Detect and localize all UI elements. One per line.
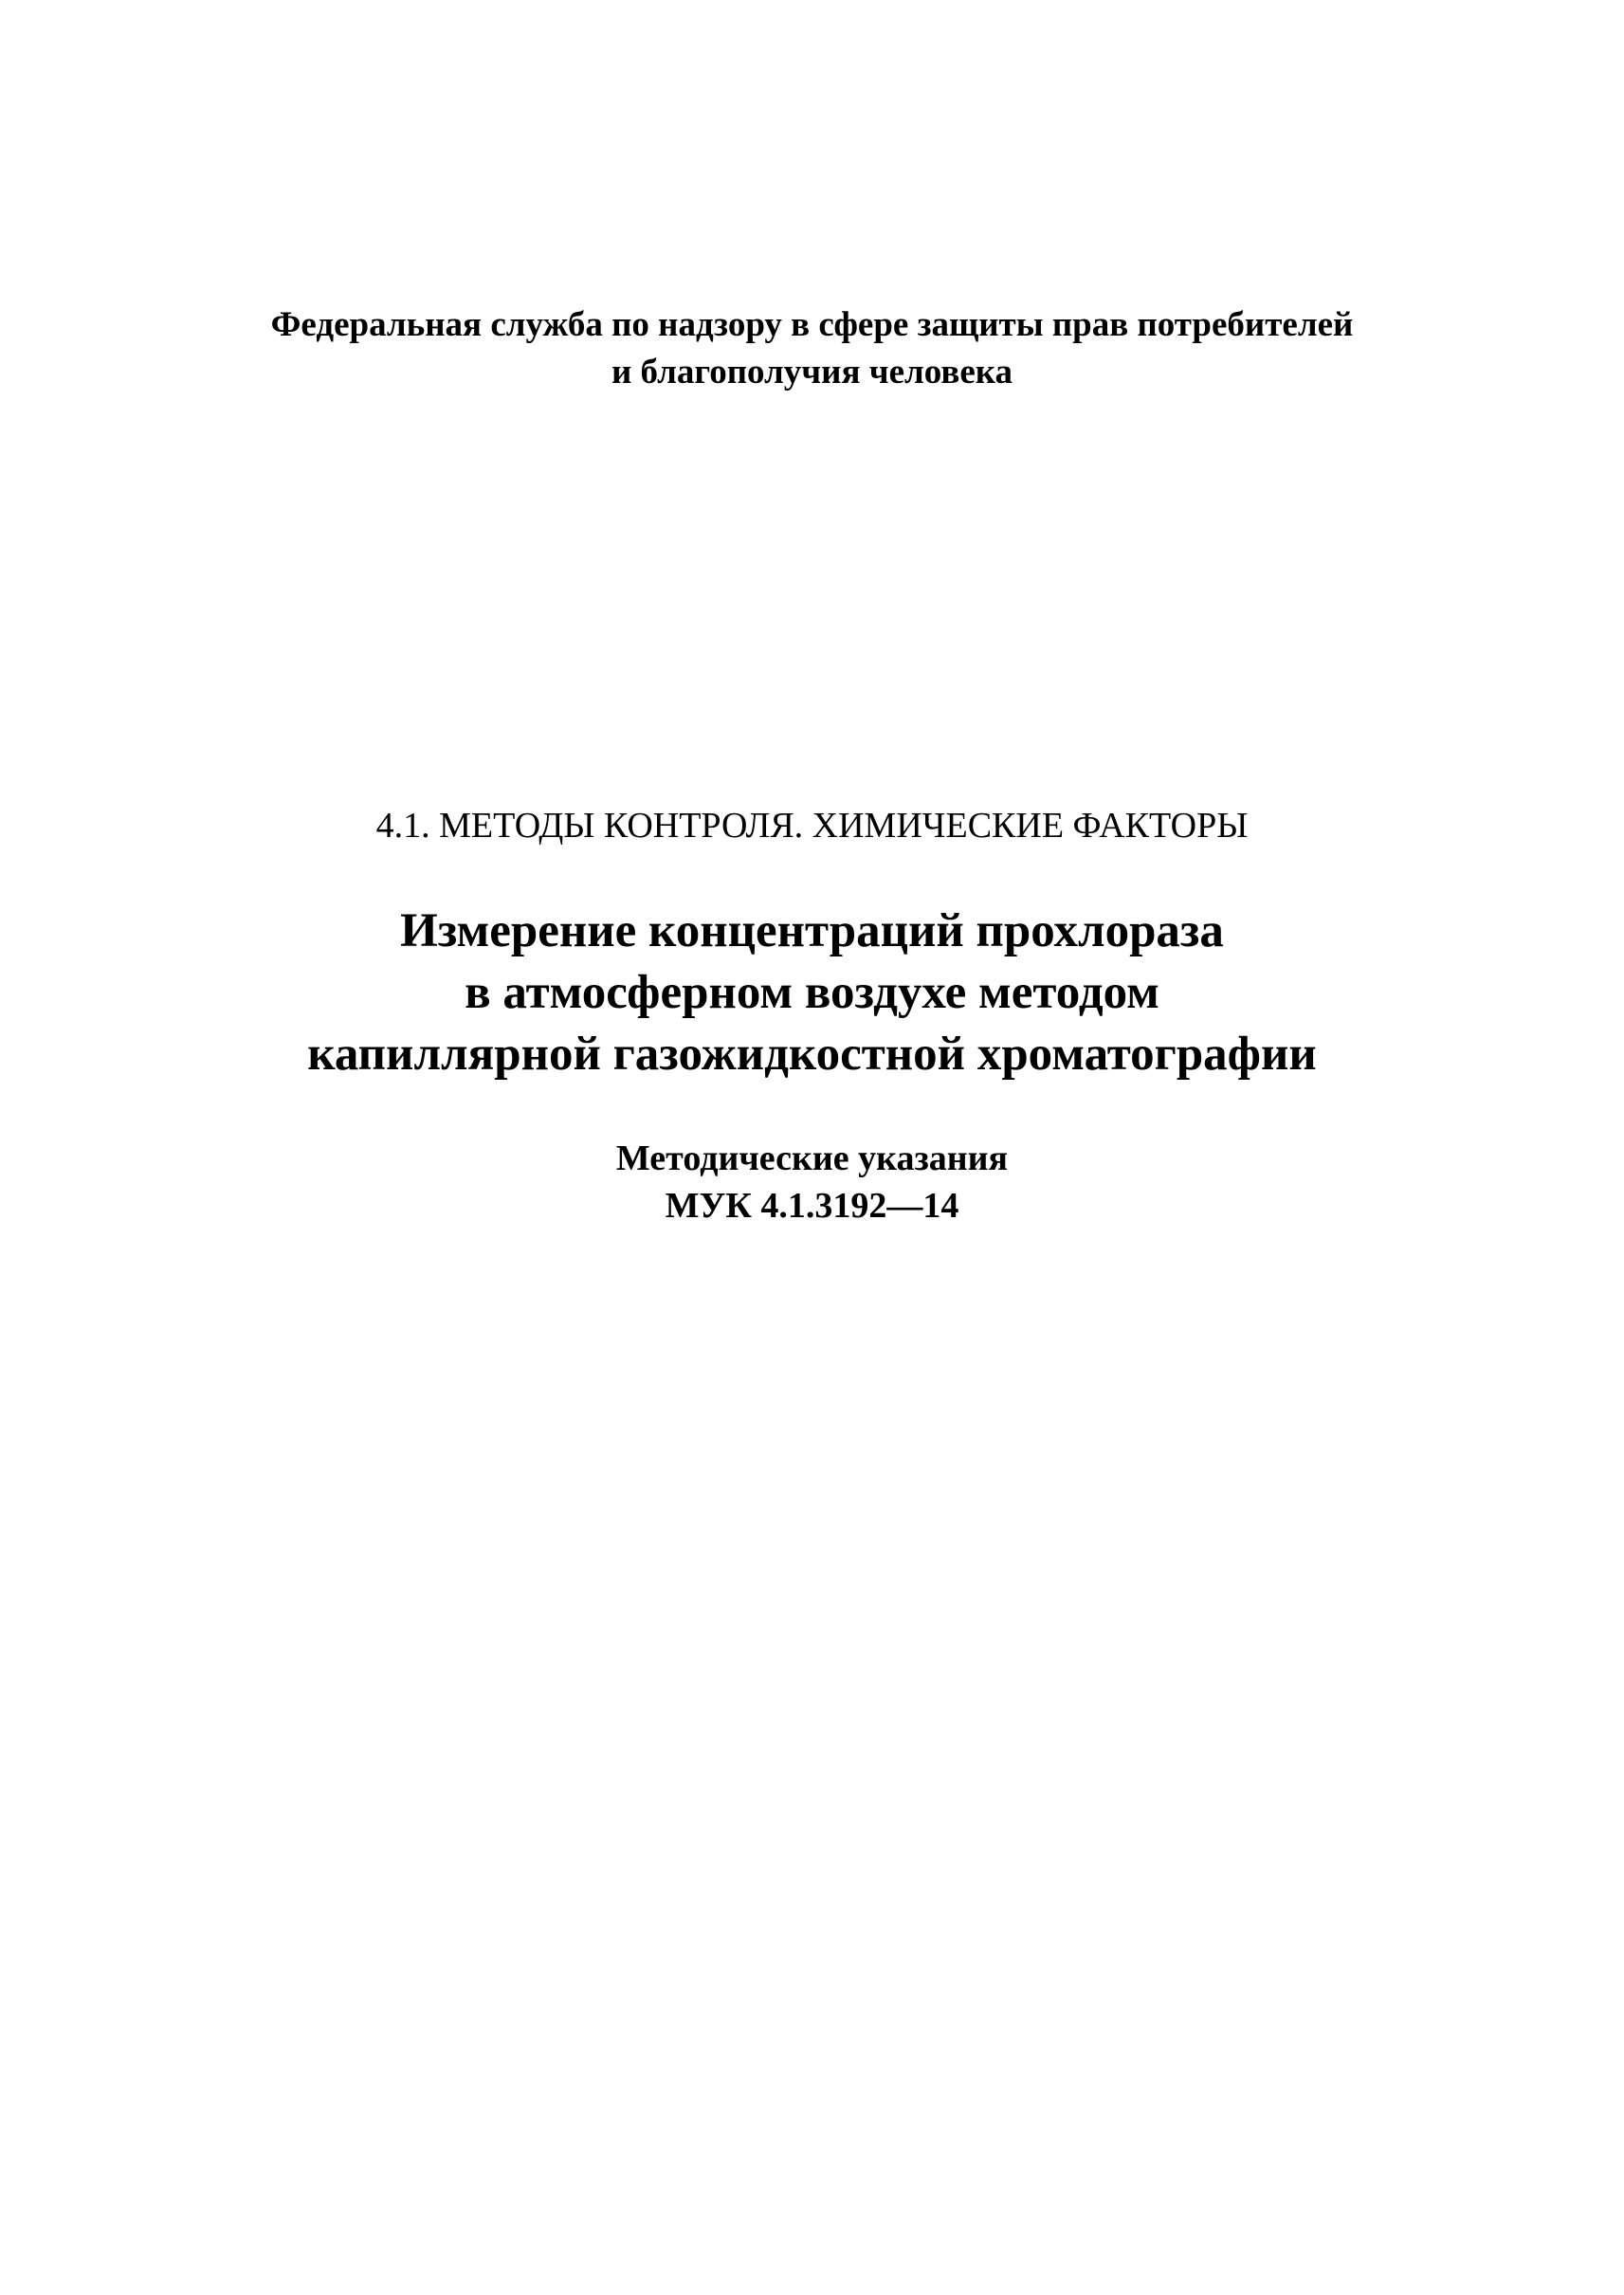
document-number: МУК 4.1.3192—14 bbox=[665, 1186, 959, 1226]
issuing-agency bbox=[0, 301, 1624, 396]
document-series: 4.1. МЕТОДЫ КОНТРОЛЯ. ХИМИЧЕСКИЕ ФАКТОРЫ bbox=[375, 806, 1249, 846]
agency-line-1: Федеральная служба по надзору в сфере защиты прав потребителей bbox=[270, 305, 1354, 344]
title-line-1: Измерение концентраций прохлораза bbox=[400, 904, 1224, 957]
document-type: Методические указания bbox=[615, 1138, 1009, 1178]
title-line-3: капиллярной газожидкостной хроматографии bbox=[307, 1028, 1317, 1081]
document-title bbox=[0, 901, 1624, 1085]
title-line-2: в атмосферном воздухе методом bbox=[465, 966, 1159, 1019]
document-designation bbox=[0, 1135, 1624, 1229]
agency-line-2: и благополучия человека bbox=[611, 353, 1013, 392]
